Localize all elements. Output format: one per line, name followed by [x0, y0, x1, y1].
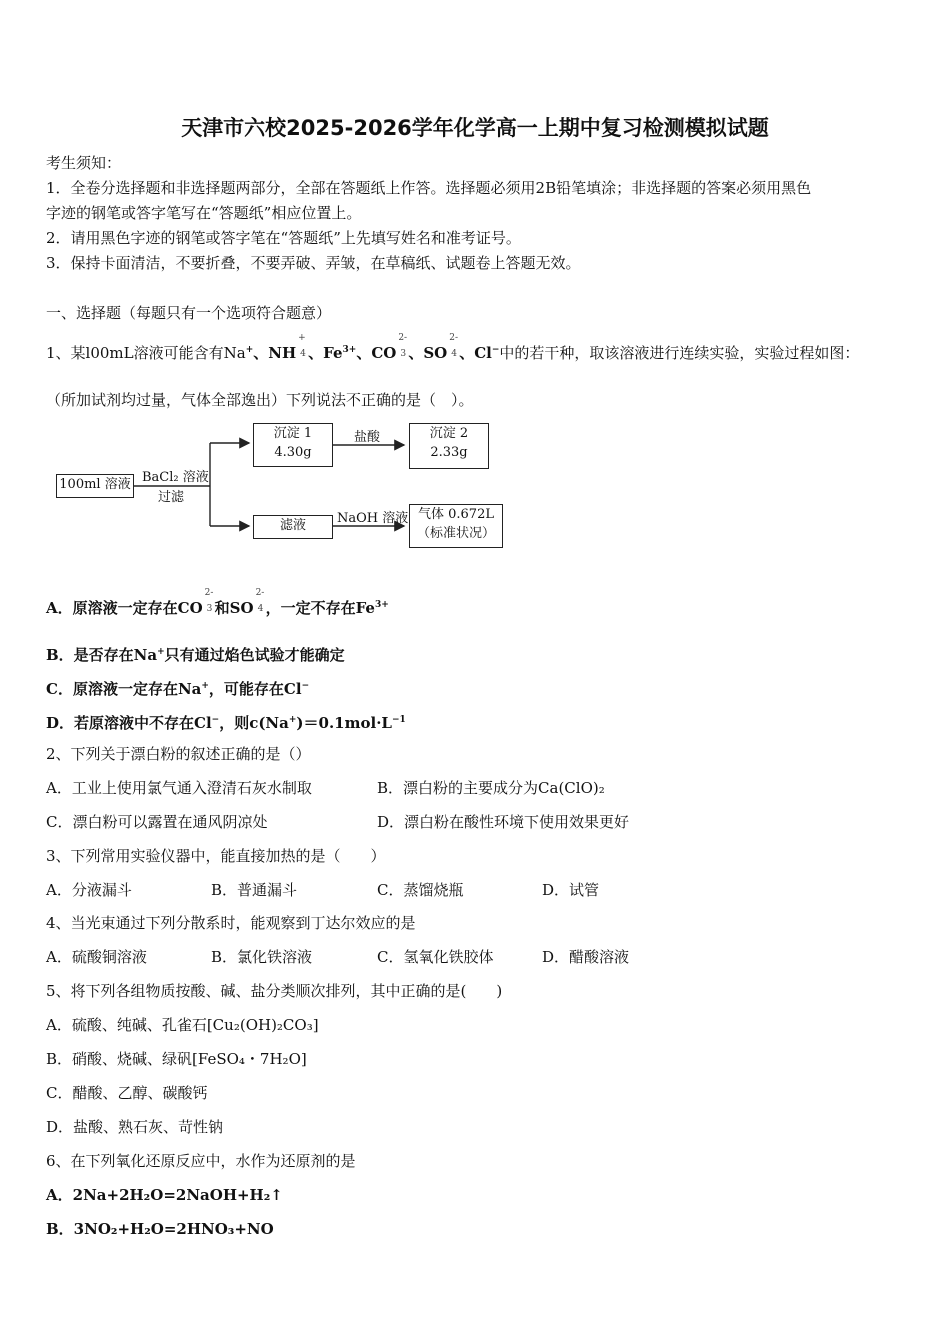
diagram-lines — [0, 0, 950, 560]
question-6-stem: 6、在下列氧化还原反应中，水作为还原剂的是 — [46, 1152, 356, 1170]
question-2-option-a: A．工业上使用氯气通入澄清石灰水制取 — [46, 779, 312, 797]
question-3-option-d: D．试管 — [542, 881, 600, 899]
question-1-option-a: A．原溶液一定存在CO 2- 3 和SO 2- 4 ，一定不存在$Fe^{3+}$ — [46, 588, 389, 617]
precipitate-2-box: 沉淀 2 2.33g — [409, 423, 489, 469]
notice-item-2: 2．请用黑色字迹的钢笔或答字笔在“答题纸”上先填写姓名和准考证号。 — [46, 229, 521, 247]
question-2-option-b: B．漂白粉的主要成分为Ca(ClO)₂ — [377, 779, 605, 797]
question-4-option-d: D．醋酸溶液 — [542, 948, 630, 966]
question-2-stem: 2、下列关于漂白粉的叙述正确的是（） — [46, 745, 311, 763]
start-solution-box: 100ml 溶液 — [56, 474, 134, 498]
question-5-option-c: C．醋酸、乙醇、碳酸钙 — [46, 1084, 208, 1102]
question-5-option-d: D．盐酸、熟石灰、苛性钠 — [46, 1118, 224, 1136]
question-4-stem: 4、当光束通过下列分散系时，能观察到丁达尔效应的是 — [46, 914, 416, 932]
acid-label: 盐酸 — [354, 430, 381, 445]
experiment-flow-diagram — [0, 0, 950, 560]
notice-item-1: 1．全卷分选择题和非选择题两部分，全部在答题纸上作答。选择题必须用2B铅笔填涂；非选择题的答案必须用黑色 — [46, 179, 812, 197]
notice-item-3: 3．保持卡面清洁，不要折叠，不要弄破、弄皱，在草稿纸、试题卷上答题无效。 — [46, 254, 581, 272]
question-2-option-c: C．漂白粉可以露置在通风阴凉处 — [46, 813, 268, 831]
question-1-stem-cont: （所加试剂均过量，气体全部逸出）下列说法不正确的是（ ）。 — [46, 391, 474, 409]
filtrate-box: 滤液 — [253, 515, 333, 539]
question-3-stem: 3、下列常用实验仪器中，能直接加热的是（ ） — [46, 847, 386, 865]
notice-heading: 考生须知： — [46, 154, 122, 172]
question-4-option-c: C．氢氧化铁胶体 — [377, 948, 494, 966]
question-5-option-b: B．硝酸、烧碱、绿矾[FeSO₄・7H₂O] — [46, 1050, 307, 1068]
question-3-option-b: B．普通漏斗 — [211, 881, 298, 899]
question-4-option-a: A．硫酸铜溶液 — [46, 948, 147, 966]
precipitate-1-box: 沉淀 1 4.30g — [253, 423, 333, 467]
question-1-option-b: B．是否存在Na+只有通过焰色试验才能确定 — [46, 646, 345, 664]
question-6-option-b: B．3NO₂+H₂O=2HNO₃+NO — [46, 1220, 274, 1238]
section-heading: 一、选择题（每题只有一个选项符合题意） — [46, 304, 332, 322]
question-1-stem: 1、某l00mL溶液可能含有Na+、NH + 4 、$Fe^{3+}$、CO 2- 3 、SO 2- 4 、Cl−中的若干种，取该溶液进行连续实验，实验过程如图： — [46, 333, 860, 362]
question-5-stem: 5、将下列各组物质按酸、碱、盐分类顺次排列，其中正确的是( ) — [46, 982, 503, 1000]
reagent-bacl2-label: BaCl₂ 溶液 — [142, 470, 209, 485]
question-5-option-a: A．硫酸、纯碱、孔雀石[Cu₂(OH)₂CO₃] — [46, 1016, 319, 1034]
filter-label: 过滤 — [158, 490, 185, 505]
question-3-option-c: C．蒸馏烧瓶 — [377, 881, 464, 899]
question-4-option-b: B．氯化铁溶液 — [211, 948, 313, 966]
question-6-option-a: A．2Na+2H₂O=2NaOH+H₂↑ — [46, 1186, 283, 1204]
naoh-label: NaOH 溶液 — [337, 511, 409, 526]
question-1-option-d: D．若原溶液中不存在Cl−，则$c(Na^+)=0.1mol\cdot L^{-1}$ — [46, 714, 406, 732]
question-2-option-d: D．漂白粉在酸性环境下使用效果更好 — [377, 813, 630, 831]
question-1-option-c: C．原溶液一定存在Na+，可能存在Cl− — [46, 680, 310, 698]
question-3-option-a: A．分液漏斗 — [46, 881, 132, 899]
page-title: 天津市六校2025-2026学年化学高一上期中复习检测模拟试题 — [181, 116, 769, 140]
gas-box: 气体 0.672L （标准状况） — [409, 504, 503, 548]
notice-item-1-cont: 字迹的钢笔或答字笔写在“答题纸”相应位置上。 — [46, 204, 362, 222]
